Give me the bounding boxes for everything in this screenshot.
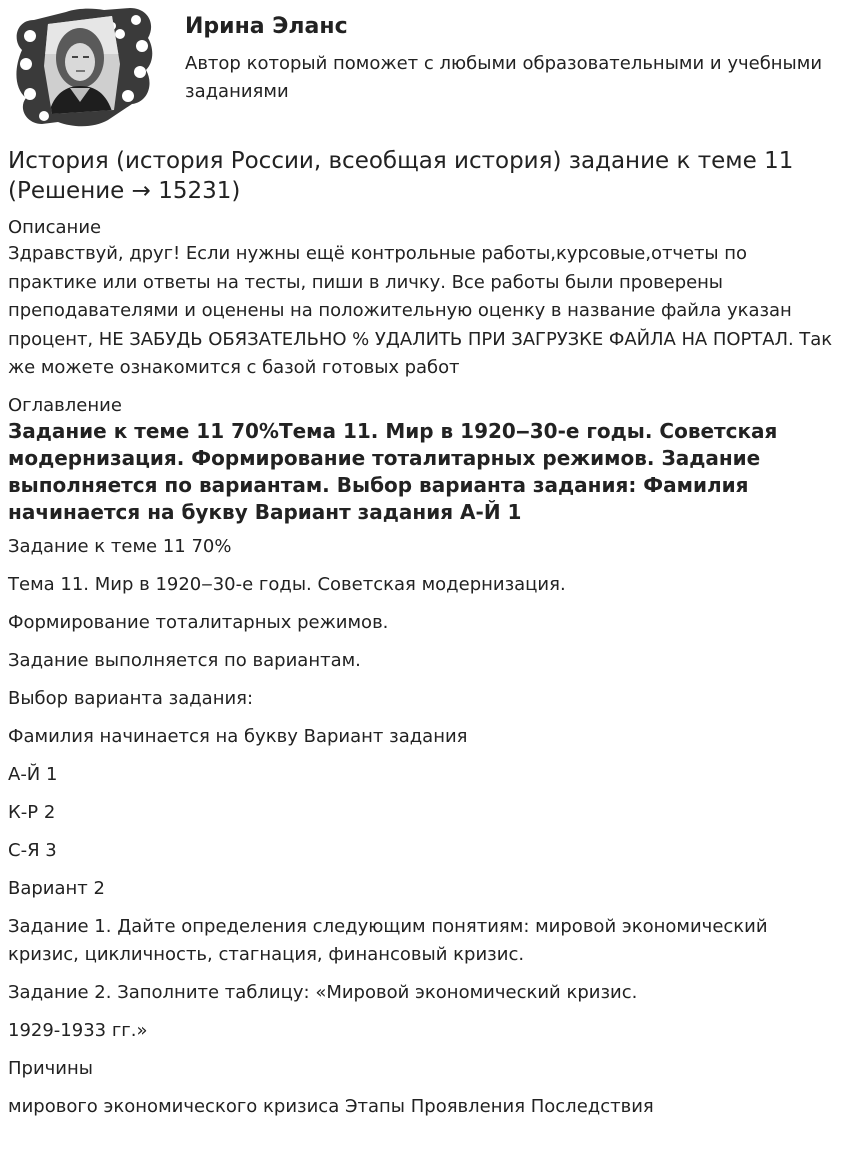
paragraph: Выбор варианта задания:	[8, 687, 254, 709]
document-content	[8, 146, 840, 1131]
description-text: Здравствуй, друг! Если нужны ещё контрольные работы,курсовые,отчеты по практике или ответы на тесты, пиши в личку. Все работы были проверены преподавателями и оценены на положительную оценку в название файла указан процент, НЕ ЗАБУДЬ ОБЯЗАТЕЛЬНО % УДАЛИТЬ ПРИ ЗАГРУЗКЕ ФАЙЛА НА ПОРТАЛ. Так же можете ознакомится с базой готовых работ	[8, 243, 833, 378]
paragraph: Фамилия начинается на букву Вариант задания	[8, 725, 468, 747]
toc-heading: Задание к теме 11 70%Тема 11. Мир в 1920‒30-е годы. Советская модернизация. Формирование тоталитарных режимов. Задание выполняется по вариантам. Выбор варианта задания: Фамилия начинается на букву Вариант задания А-Й 1	[8, 418, 778, 524]
paragraph: 1929-1933 гг.»	[8, 1020, 148, 1041]
paragraph: Задание выполняется по вариантам.	[8, 649, 361, 671]
paragraph: А-Й 1	[8, 763, 58, 785]
paragraph: Задание к теме 11 70%	[8, 535, 232, 557]
paragraph: Тема 11. Мир в 1920‒30-е годы. Советская модернизация.	[8, 573, 566, 595]
author-description: Автор который поможет с любыми образовательными и учебными заданиями	[185, 53, 823, 102]
paragraph: Формирование тоталитарных режимов.	[8, 611, 389, 633]
author-card	[8, 6, 838, 128]
paragraph: С-Я 3	[8, 839, 57, 861]
paragraph: Причины	[8, 1058, 93, 1079]
paragraph: Задание 1. Дайте определения следующим понятиям: мировой экономический кризис, цикличность, стагнация, финансовый кризис.	[8, 915, 768, 965]
paragraph: мирового экономического кризиса Этапы Проявления Последствия	[8, 1096, 654, 1117]
paragraph: Вариант 2	[8, 877, 105, 899]
toc-label: Оглавление	[8, 394, 122, 416]
document-title: История (история России, всеобщая история) задание к теме 11 (Решение → 15231)	[8, 148, 794, 204]
paragraph: К-Р 2	[8, 801, 56, 823]
description-label: Описание	[8, 217, 102, 238]
author-name[interactable]: Ирина Эланс	[185, 14, 348, 39]
author-avatar[interactable]	[8, 6, 158, 128]
paragraph: Задание 2. Заполните таблицу: «Мировой экономический кризис.	[8, 982, 638, 1003]
